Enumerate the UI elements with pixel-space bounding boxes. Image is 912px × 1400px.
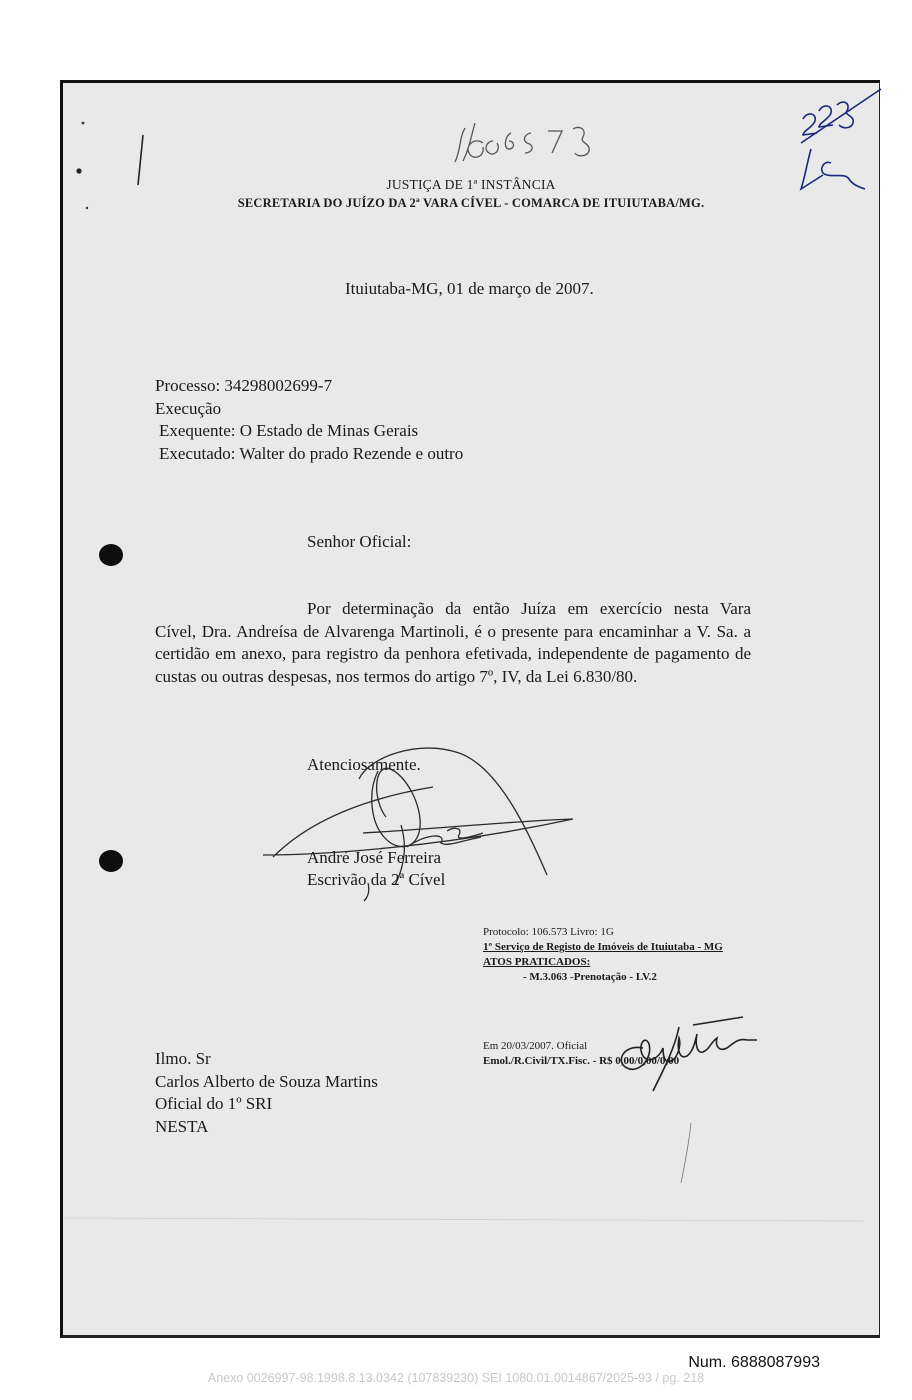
salutation: Senhor Oficial: [307,532,412,551]
header-court-instance: JUSTIÇA DE 1ª INSTÂNCIA [386,177,556,192]
punch-hole [99,850,123,872]
process-plaintiff: Exequente: O Estado de Minas Gerais [159,421,419,440]
addressee-office: Oficial do 1º SRI [155,1094,273,1113]
margin-line-mark [138,135,143,185]
addressee-name: Carlos Alberto de Souza Martins [155,1071,378,1091]
punch-hole [99,544,123,566]
handwritten-number-mark [455,123,589,162]
stamp-acts-title: ATOS PRATICADOS: [483,956,591,968]
registry-signature-scribble [621,1017,757,1091]
process-type: Execução [155,398,222,418]
stamp-office: 1º Serviço de Registo de Imóveis de Ituiutaba - MG [483,941,723,953]
stamp-fees: Emol./R.Civil/TX.Fisc. - R$ 0,00/0,00/0,00 [483,1055,680,1067]
signatory-role: Escrivão da 2ª Cível [307,870,446,889]
process-number: Processo: 34298002699-7 [155,376,333,395]
header-secretariat: SECRETARIA DO JUÍZO DA 2ª VARA CÍVEL - COMARCA DE ITUIUTABA/MG. [237,196,705,210]
document-number: Num. 6888087993 [688,1354,820,1371]
stamp-date: Em 20/03/2007. Oficial [483,1040,588,1052]
annex-footer: Anexo 0026997-98.1998.8.13.0342 (107839230) SEI 1080.01.0014867/2025-93 / pg. 218 [207,1371,705,1385]
process-defendant: Executado: Walter do prado Rezende e outro [159,443,464,463]
addressee-location: NESTA [155,1116,209,1136]
stamp-act: - M.3.063 -Prenotação - LV.2 [523,971,657,983]
stamp-protocol: Protocolo: 106.573 Livro: 1G [483,926,614,938]
scanned-page [60,80,880,1338]
page-number-mark [801,89,881,189]
faint-pen-stroke [681,1123,691,1183]
ink-layer [63,83,883,1341]
closing: Atenciosamente. [307,755,421,774]
signatory-name: André José Ferreira [307,848,442,867]
margin-dot [86,207,88,209]
body-first-line: Por determinação da então Juíza em exercício nesta Vara [307,599,751,618]
margin-dot [76,168,81,173]
body-text: Cível, Dra. Andreísa de Alvarenga Martinoli, é o presente para encaminhar a V. Sa. a certidão em anexo, para registro da penhora efetivada, independente de pagamento de custas ou outras despesas, nos termos do artigo 7º, IV, da Lei 6.830/80. [155,621,751,686]
margin-dot [82,122,85,125]
addressee-title: Ilmo. Sr [155,1049,211,1068]
fold-line [63,1218,863,1221]
date-line: Ituiutaba-MG, 01 de março de 2007. [345,279,594,298]
signature-scribble [263,748,573,901]
